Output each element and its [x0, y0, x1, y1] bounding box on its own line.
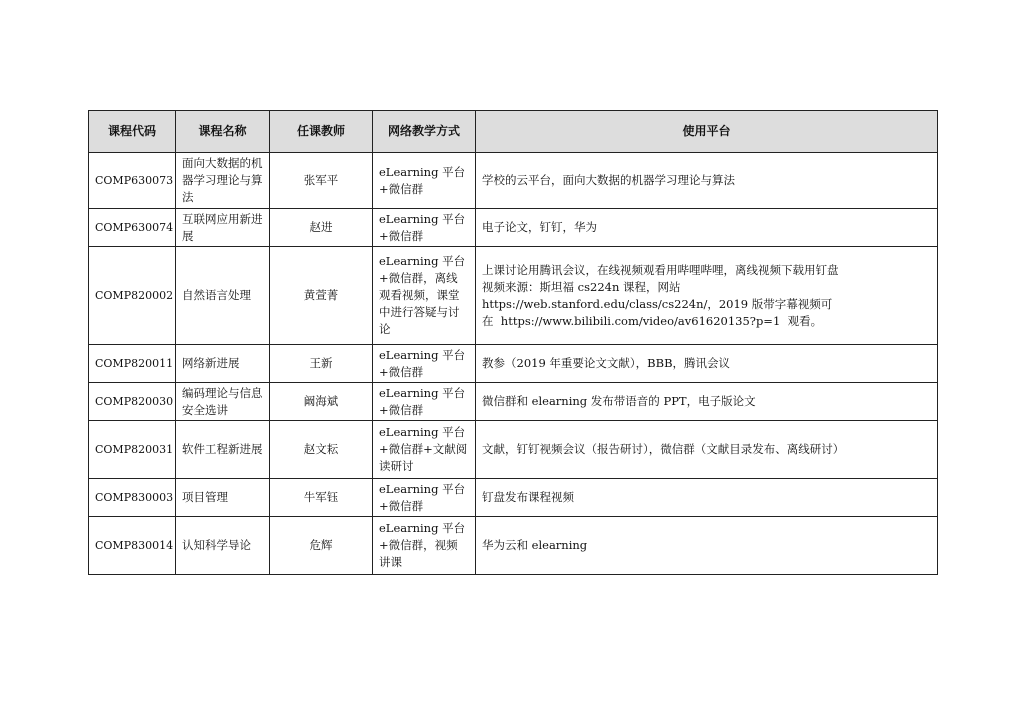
- course-name: 项目管理: [176, 479, 270, 517]
- table-row: [89, 345, 938, 383]
- teaching-mode: eLearning 平台+微信群: [373, 345, 476, 383]
- teacher-name: 王新: [270, 345, 373, 383]
- table-row: [89, 247, 938, 345]
- course-table: [88, 110, 938, 575]
- course-name: 网络新进展: [176, 345, 270, 383]
- teacher-name: 黄萱菁: [270, 247, 373, 345]
- platform-text: 在 https://www.bilibili.com/video/av61620135?p=1 观看。: [482, 313, 823, 328]
- teacher-name: 牛军钰: [270, 479, 373, 517]
- teacher-name: 阚海斌: [270, 383, 373, 421]
- platform-text: 教参（2019 年重要论文文献），BBB，腾讯会议: [482, 356, 731, 370]
- platform-cell: [476, 517, 938, 575]
- platform-text: 电子论文，钉钉，华为: [482, 220, 597, 234]
- platform-cell: [476, 247, 938, 345]
- course-code: COMP820030: [89, 383, 176, 421]
- teaching-mode: eLearning 平台+微信群+文献阅读研讨: [373, 421, 476, 479]
- course-code: COMP820031: [89, 421, 176, 479]
- platform-text: 上课讨论用腾讯会议，在线视频观看用哔哩哔哩，离线视频下载用钉盘: [482, 262, 839, 277]
- platform-text: 学校的云平台，面向大数据的机器学习理论与算法: [482, 173, 735, 187]
- teaching-mode: eLearning 平台+微信群: [373, 209, 476, 247]
- teacher-name: 危辉: [270, 517, 373, 575]
- platform-text: 华为云和 elearning: [482, 538, 588, 552]
- platform-cell: [476, 153, 938, 209]
- header-teaching-mode: 网络教学方式: [373, 111, 476, 153]
- platform-cell: [476, 383, 938, 421]
- course-name: 认知科学导论: [176, 517, 270, 575]
- course-name: 软件工程新进展: [176, 421, 270, 479]
- header-platform: 使用平台: [476, 111, 938, 153]
- header-row: [89, 111, 938, 153]
- course-code: COMP820011: [89, 345, 176, 383]
- course-name: 互联网应用新进展: [176, 209, 270, 247]
- table-row: [89, 383, 938, 421]
- platform-text: 视频来源：斯坦福 cs224n 课程，网站: [482, 279, 681, 294]
- platform-cell: [476, 421, 938, 479]
- teaching-mode: eLearning 平台+微信群: [373, 383, 476, 421]
- platform-cell: [476, 209, 938, 247]
- teaching-mode: eLearning 平台+微信群: [373, 153, 476, 209]
- course-code: COMP630074: [89, 209, 176, 247]
- table-row: [89, 421, 938, 479]
- teaching-mode: eLearning 平台+微信群，视频讲课: [373, 517, 476, 575]
- platform-cell: [476, 479, 938, 517]
- course-code: COMP830014: [89, 517, 176, 575]
- platform-text: 钉盘发布课程视频: [482, 490, 574, 504]
- platform-cell: [476, 345, 938, 383]
- course-code: COMP630073: [89, 153, 176, 209]
- table-row: [89, 153, 938, 209]
- course-code: COMP820002: [89, 247, 176, 345]
- platform-text: 文献，钉钉视频会议（报告研讨），微信群（文献目录发布、离线研讨）: [482, 442, 845, 456]
- teacher-name: 赵进: [270, 209, 373, 247]
- table-row: [89, 517, 938, 575]
- course-code: COMP830003: [89, 479, 176, 517]
- table-row: [89, 209, 938, 247]
- teacher-name: 张军平: [270, 153, 373, 209]
- course-name: 编码理论与信息安全选讲: [176, 383, 270, 421]
- teaching-mode: eLearning 平台+微信群: [373, 479, 476, 517]
- teacher-name: 赵文耘: [270, 421, 373, 479]
- table-row: [89, 479, 938, 517]
- header-course-name: 课程名称: [176, 111, 270, 153]
- header-course-code: 课程代码: [89, 111, 176, 153]
- course-name: 面向大数据的机器学习理论与算法: [176, 153, 270, 209]
- header-teacher: 任课教师: [270, 111, 373, 153]
- course-name: 自然语言处理: [176, 247, 270, 345]
- platform-text: 微信群和 elearning 发布带语音的 PPT，电子版论文: [482, 394, 756, 408]
- teaching-mode: eLearning 平台+微信群，离线观看视频，课堂中进行答疑与讨论: [373, 247, 476, 345]
- platform-text: https://web.stanford.edu/class/cs224n/，2019 版带字幕视频可: [482, 296, 833, 311]
